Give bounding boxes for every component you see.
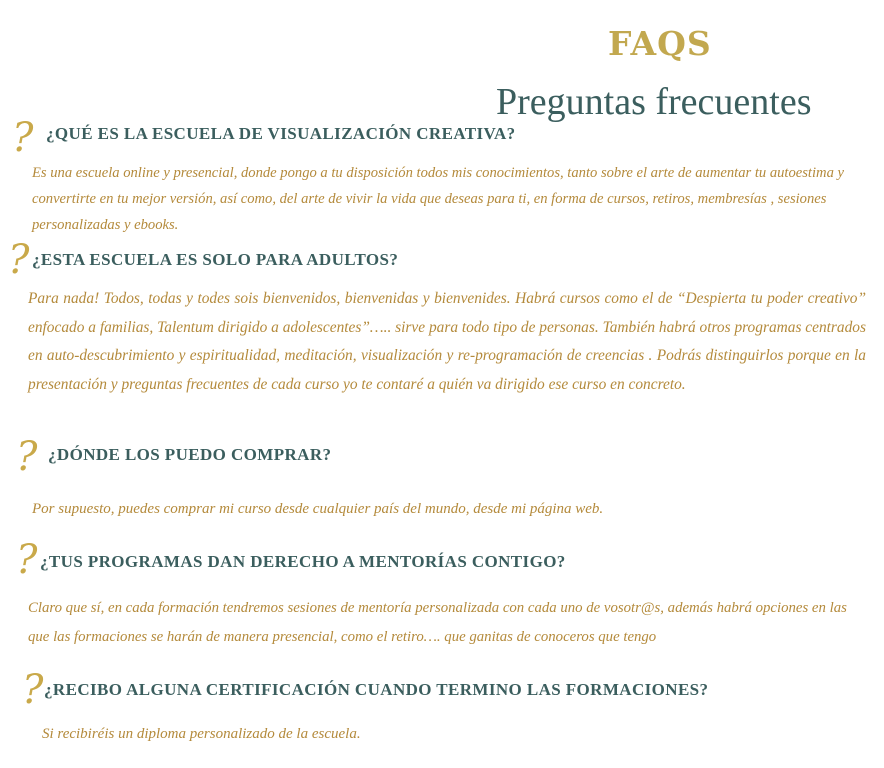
faq-question-3: ¿DÓNDE LOS PUEDO COMPRAR?	[48, 445, 332, 464]
question-mark-icon: ?	[22, 667, 44, 713]
faq-answer-1: Es una escuela online y presencial, donde pongo a tu disposición todos mis conocimientos, tanto sobre el arte de aumentar tu autoestima y convertirte en tu mejor versión, así como, del arte de vivir la vida que deseas para ti, en forma de cursos, retiros, membresías , sesiones personalizadas y ebooks.	[32, 165, 845, 233]
faq-question-1: ¿QUÉ ES LA ESCUELA DE VISUALIZACIÓN CREATIVA?	[46, 124, 516, 143]
question-mark-icon: ?	[16, 537, 38, 583]
question-mark-icon: ?	[16, 434, 38, 480]
question-mark-icon: ?	[8, 237, 30, 283]
faq-question-2: ¿ESTA ESCUELA ES SOLO PARA ADULTOS?	[32, 250, 399, 269]
faq-answer-4: Claro que sí, en cada formación tendremos sesiones de mentoría personalizada con cada uno de vosotr@s, además habrá opciones en las que las formaciones se harán de manera presencial, como el retiro…. que ganitas de conoceros que tengo	[28, 600, 847, 645]
faq-answer-3: Por supuesto, puedes comprar mi curso desde cualquier país del mundo, desde mi página web.	[32, 501, 604, 517]
faq-question-5: ¿RECIBO ALGUNA CERTIFICACIÓN CUANDO TERMINO LAS FORMACIONES?	[44, 680, 709, 699]
page-title: Preguntas frecuentes	[496, 81, 812, 123]
faq-question-4: ¿TUS PROGRAMAS DAN DERECHO A MENTORÍAS CONTIGO?	[40, 552, 566, 571]
faq-answer-2: Para nada! Todos, todas y todes sois bienvenidos, bienvenidas y bienvenides. Habrá cursos como el de “Despierta tu poder creativo” enfocado a familias, Talentum dirigido a adolescentes”….. sirve para todo tipo de personas. También habrá otros programas centrados en auto-descubrimiento y espiritualidad, meditación, visualización y re-programación de creencias . Podrás distinguirlos porque en la presentación y preguntas frecuentes de cada curso yo te contaré a quién va dirigido ese curso en concreto.	[28, 290, 866, 393]
faqs-label: FAQS	[608, 24, 712, 63]
question-mark-icon: ?	[12, 115, 34, 161]
faq-answer-5: Si recibiréis un diploma personalizado de la escuela.	[42, 726, 361, 742]
